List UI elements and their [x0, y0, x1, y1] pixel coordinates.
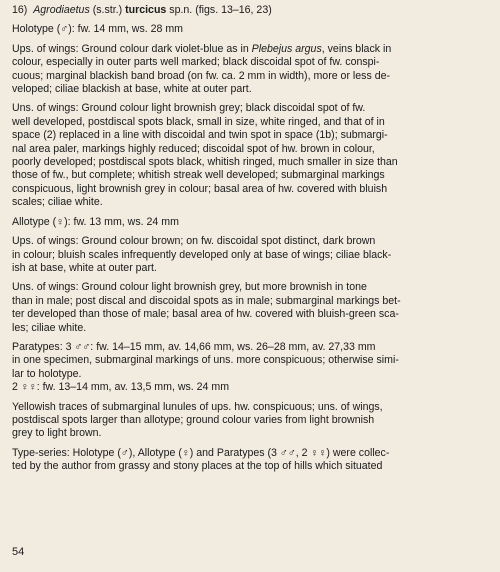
text-run: les; ciliae white. — [12, 321, 87, 334]
text-line — [12, 129, 488, 142]
text-line — [12, 143, 488, 156]
paratypes-female-paragraph — [12, 401, 488, 441]
text-run: postdiscal spots larger than allotype; ground colour varies from light brownish — [12, 413, 375, 426]
species-heading — [12, 4, 488, 17]
text-line — [12, 169, 488, 182]
text-line — [12, 460, 488, 473]
holotype-upperside-paragraph — [12, 43, 488, 97]
text-line — [12, 354, 488, 367]
text-line — [12, 308, 488, 321]
holotype-underside-paragraph — [12, 102, 488, 209]
text-line — [12, 414, 488, 427]
text-run: than in male; post discal and discoidal spots as in male; submarginal markings bet- — [12, 294, 401, 307]
heading-figs: (figs. 13–16, 23) — [195, 4, 272, 16]
text-line — [12, 235, 488, 248]
text-run: conspicuous, light brownish grey in colour; basal area of hw. covered with bluish — [12, 182, 388, 195]
text-line — [12, 322, 488, 335]
heading-number: 16) — [12, 4, 28, 16]
text-run: colour, especially in outer parts well marked; black discoidal spot of fw. conspi- — [12, 56, 380, 69]
text-run: ish at base, white at outer part. — [12, 261, 157, 274]
text-line — [12, 281, 488, 294]
text-run: those of fw., but complete; whitish streak well developed; submarginal markings — [12, 169, 385, 182]
text-run: space (2) replaced in a line with discoidal and twin spot in space (1b); submargi- — [12, 129, 388, 142]
text-line — [12, 70, 488, 83]
text-run: in one specimen, submarginal markings of uns. more conspicuous; otherwise simi- — [12, 354, 399, 367]
text-line — [12, 156, 488, 169]
text-line — [12, 341, 488, 354]
text-line — [12, 249, 488, 262]
text-run: Ups. of wings: Ground colour dark violet-blue as in — [12, 42, 252, 55]
text-line — [12, 56, 488, 69]
text-line — [12, 295, 488, 308]
text-run: Paratypes: 3 ♂♂: fw. 14–15 mm, av. 14,66 mm, ws. 26–28 mm, av. 27,33 mm — [12, 340, 376, 353]
heading-status: sp.n. — [169, 4, 193, 16]
text-run: 2 ♀♀: fw. 13–14 mm, av. 13,5 mm, ws. 24 mm — [12, 381, 230, 394]
text-line — [12, 183, 488, 196]
text-line — [12, 116, 488, 129]
text-run: , veins black in — [321, 42, 392, 55]
text-run: ter developed than those of male; basal area of hw. covered with bluish-green sca- — [12, 308, 399, 321]
text-run: Ups. of wings: Ground colour brown; on fw. discoidal spot distinct, dark brown — [12, 235, 376, 248]
allotype-title: Allotype (♀): fw. 13 mm, ws. 24 mm — [12, 215, 179, 228]
text-run: Type-series: Holotype (♂), Allotype (♀) and Paratypes (3 ♂♂, 2 ♀♀) were collec- — [12, 446, 390, 459]
text-line — [12, 262, 488, 275]
text-run: Uns. of wings: Ground colour light brownish grey; black discoidal spot of fw. — [12, 102, 366, 115]
text-line — [12, 43, 488, 56]
holotype-title: Holotype (♂): fw. 14 mm, ws. 28 mm — [12, 23, 184, 36]
text-line — [12, 381, 488, 394]
text-line — [12, 368, 488, 381]
text-line — [12, 427, 488, 440]
text-run: cuous; marginal blackish band broad (on fw. ca. 2 mm in width), more or less de- — [12, 69, 391, 82]
text-run: nal area paler, markings highly reduced; discoidal spot of hw. brown in colour, — [12, 142, 375, 155]
text-line — [12, 401, 488, 414]
text-run: grey to light brown. — [12, 427, 102, 440]
text-run: Yellowish traces of submarginal lunules of ups. hw. conspicuous; uns. of wings, — [12, 400, 383, 413]
text-run: veloped; ciliae blackish at base, white at outer part. — [12, 83, 252, 96]
heading-subgenus: (s.str.) — [92, 4, 123, 16]
type-series-paragraph — [12, 447, 488, 474]
text-run: ted by the author from grassy and stony places at the top of hills which situated — [12, 460, 383, 473]
paratypes-paragraph — [12, 341, 488, 395]
text-run: Uns. of wings: Ground colour light brownish grey, but more brownish in tone — [12, 281, 367, 294]
allotype-upperside-paragraph — [12, 235, 488, 275]
text-line — [12, 447, 488, 460]
text-line — [12, 196, 488, 209]
text-line — [12, 83, 488, 96]
heading-species: turcicus — [125, 4, 167, 16]
heading-genus: Agrodiaetus — [33, 4, 90, 16]
text-run: in colour; bluish scales infrequently developed only at base of wings; ciliae black- — [12, 248, 392, 261]
italic-taxon: Plebejus argus — [251, 42, 322, 55]
text-run: poorly developed; postdiscal spots black, whitish ringed, much smaller in size than — [12, 156, 398, 169]
text-run: scales; ciliae white. — [12, 196, 103, 209]
text-run: lar to holotype. — [12, 367, 82, 380]
text-line — [12, 102, 488, 115]
text-run: well developed, postdiscal spots black, small in size, white ringed, and that of in — [12, 115, 385, 128]
page-number: 54 — [12, 546, 25, 558]
allotype-underside-paragraph — [12, 281, 488, 335]
